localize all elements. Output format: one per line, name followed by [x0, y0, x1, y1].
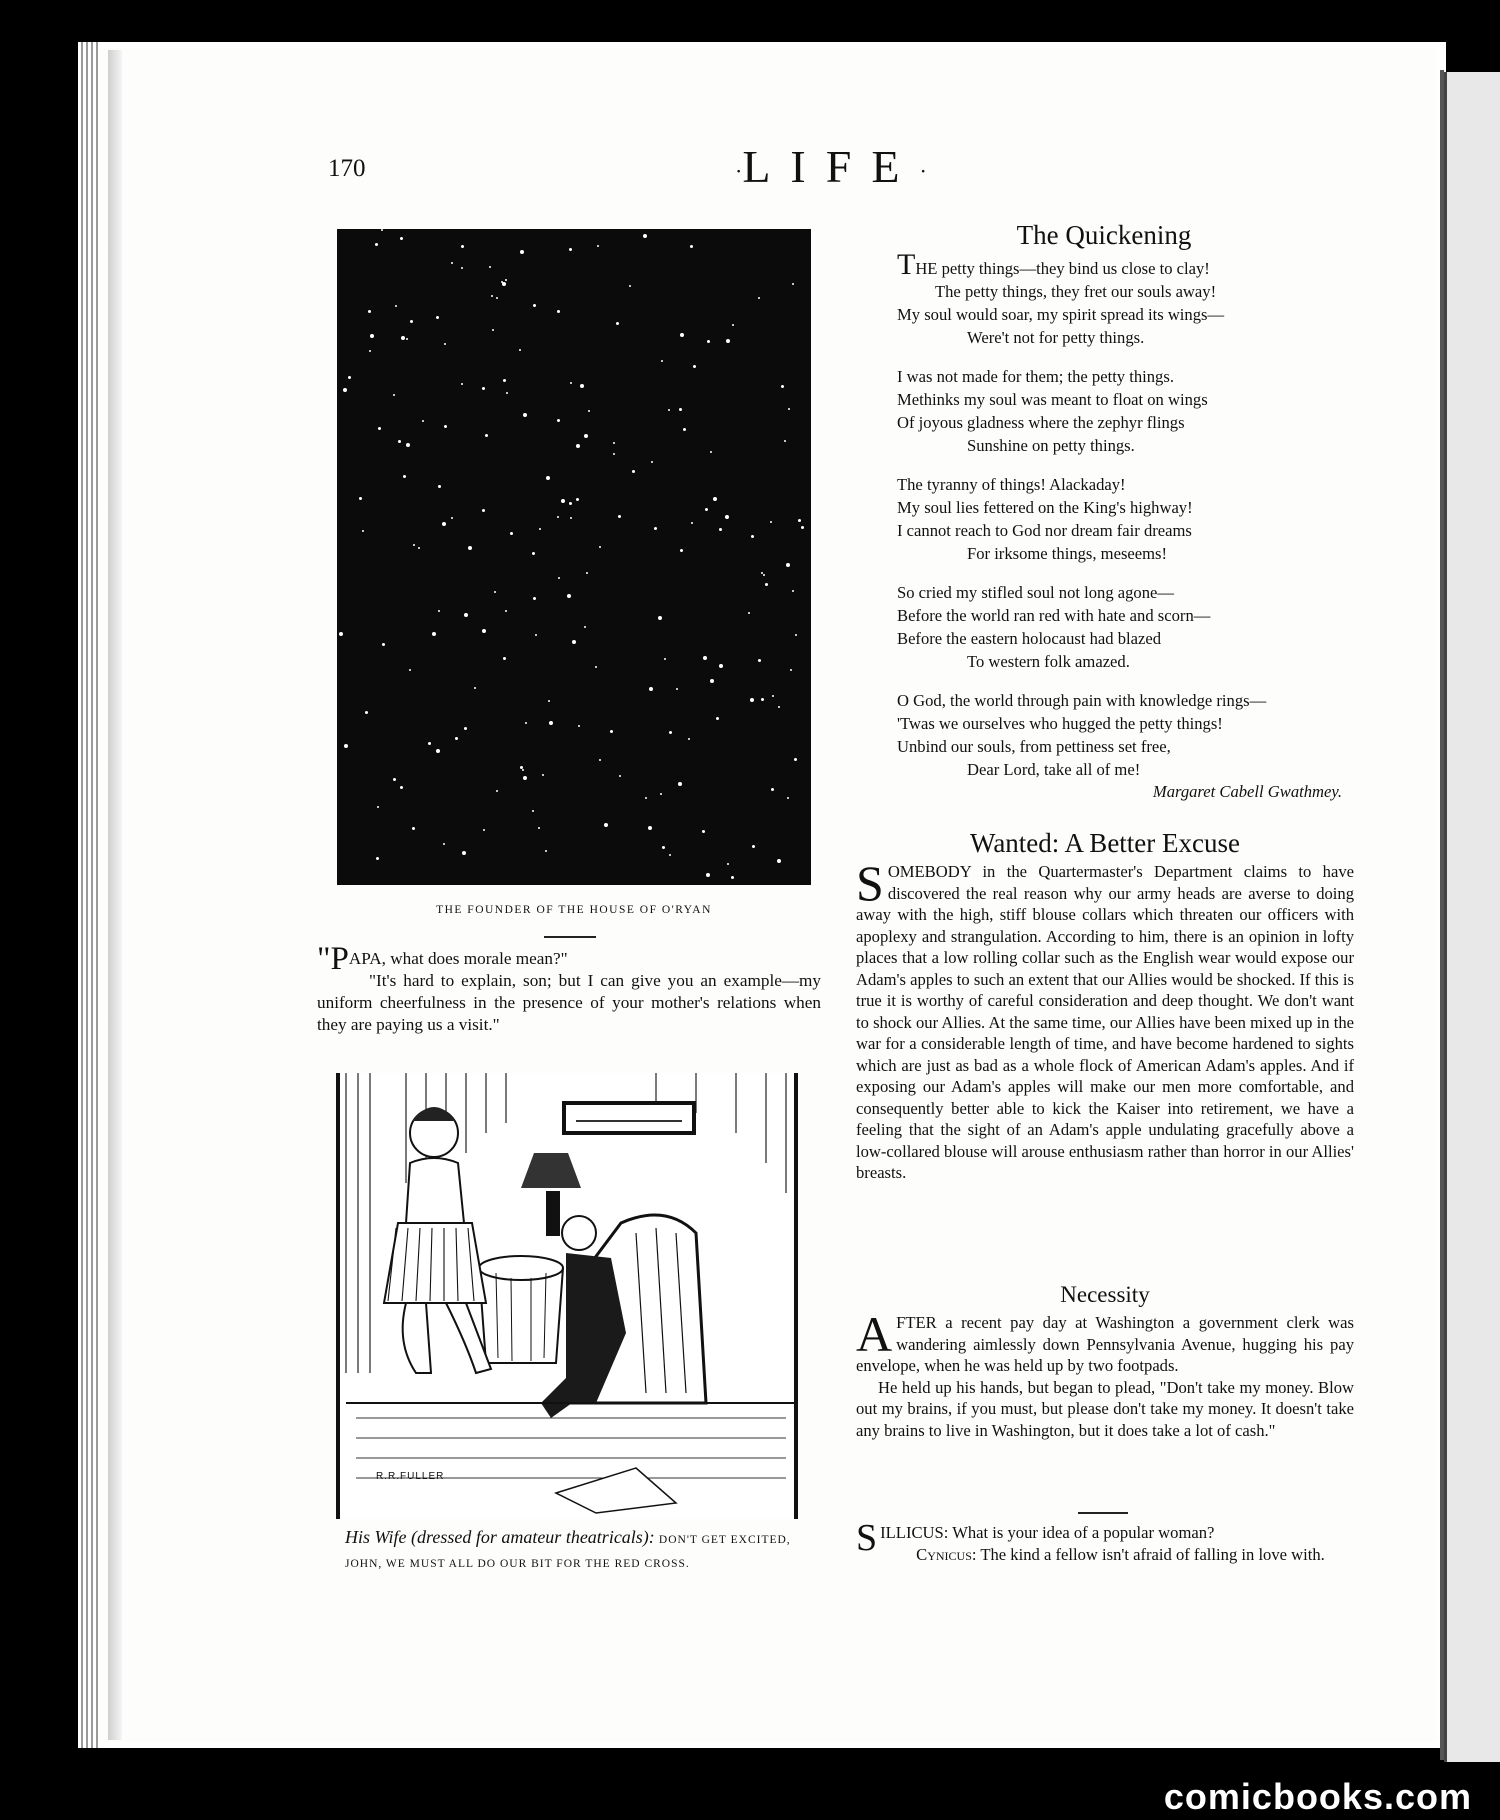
star: [370, 334, 374, 338]
cartoon-caption-intro: His Wife (dressed for amateur theatricals):: [345, 1527, 655, 1547]
star: [505, 610, 507, 612]
star: [710, 679, 714, 683]
star: [584, 434, 588, 438]
poem-title: The Quickening: [1016, 220, 1192, 250]
poem-line: The tyranny of things! Alackaday!: [897, 475, 1126, 494]
star: [362, 530, 364, 532]
star: [719, 664, 723, 668]
star: [523, 413, 527, 417]
star: [525, 722, 527, 724]
star: [707, 340, 710, 343]
star: [422, 420, 424, 422]
star: [643, 234, 647, 238]
star: [339, 632, 343, 636]
star: [731, 876, 734, 879]
star: [502, 282, 506, 286]
star: [651, 461, 653, 463]
poem-stanza: [897, 581, 1354, 673]
star: [569, 502, 572, 505]
necessity-drop-cap: A: [856, 1306, 893, 1362]
star: [632, 470, 635, 473]
star: [505, 279, 507, 281]
star: [578, 725, 580, 727]
star: [649, 687, 653, 691]
cartoon-caption-text: DON'T GET EXCITED, JOHN, WE MUST ALL DO OUR BIT FOR THE RED CROSS.: [345, 1534, 791, 1570]
wanted-drop-cap: S: [856, 855, 884, 911]
cartoon-illustration: [336, 1073, 798, 1519]
star: [522, 769, 524, 771]
star: [462, 851, 466, 855]
poem-line: I was not made for them; the petty things.: [897, 367, 1174, 386]
star: [778, 706, 780, 708]
star: [461, 267, 463, 269]
star: [464, 727, 467, 730]
cartoon-drawing: [336, 1073, 798, 1519]
necessity-title: Necessity: [1060, 1282, 1150, 1307]
star: [751, 535, 754, 538]
star: [752, 845, 755, 848]
section-rule: [544, 936, 596, 938]
star: [377, 806, 379, 808]
page-gutter: [108, 50, 122, 1740]
star: [572, 640, 576, 644]
star: [542, 774, 544, 776]
star: [438, 610, 440, 612]
star: [786, 563, 790, 567]
poem-line: To western folk amazed.: [967, 652, 1130, 671]
star: [400, 786, 403, 789]
star: [382, 643, 385, 646]
joke-question-rest: APA, what does morale mean?": [348, 949, 568, 968]
star: [418, 547, 420, 549]
star: [557, 516, 559, 518]
poem-line: Methinks my soul was meant to float on wings: [897, 390, 1208, 409]
page-edge-line: [91, 42, 93, 1748]
poem-line: Unbind our souls, from pettiness set free,: [897, 737, 1171, 756]
star: [451, 262, 453, 264]
star: [485, 434, 488, 437]
page-number: 170: [328, 155, 366, 182]
star: [680, 333, 684, 337]
star: [532, 810, 534, 812]
wanted-body: SOMEBODY in the Quartermaster's Department claims to have discovered the real reason why our army heads are averse to doing away with the high, stiff blouse collars which threaten our officers with apoplexy and strangulation. According to him, there is an opinion in lofty places that a low rolling collar such as the English wear would expose our Adam's apples to such an extent that our Allies would be shocked. If this is true it is worthy of careful consideration and deep thought. We don't want to shock our Allies. At the same time, our Allies have been mixed up in the war for a considerable length of time, and have become hardened to sights which are just as bad as a whole flock of American Adam's apples. And if exposing our Adam's apples will make our men more comfortable, and consequently better able to kick the Kaiser into retirement, we have a feeling that the sight of an Adam's apple undulating gracefully above a low-collared blouse will arouse enthusiasm rather than horror in our Allies' breasts.: [856, 855, 1354, 1182]
star: [777, 859, 781, 863]
masthead-dot: ·: [735, 158, 743, 184]
star: [691, 522, 693, 524]
poem-stanza: [897, 473, 1354, 565]
star: [678, 782, 682, 786]
star: [557, 310, 560, 313]
poem-line: The petty things, they fret our souls away!: [935, 282, 1217, 301]
star: [376, 857, 379, 860]
star: [546, 476, 550, 480]
star: [428, 742, 431, 745]
star: [381, 229, 383, 231]
necessity-para-1: AFTER a recent pay day at Washington a government clerk was wandering aimlessly down Pennsylvania Avenue, hugging his pay envelope, when he was held up by two footpads.: [856, 1306, 1354, 1375]
star: [750, 698, 754, 702]
poem-line: 'Twas we ourselves who hugged the petty things!: [897, 714, 1223, 733]
star: [395, 305, 397, 307]
star: [406, 338, 408, 340]
star: [393, 394, 395, 396]
star: [758, 659, 761, 662]
dialogue-piece: [856, 1517, 1354, 1565]
star: [348, 376, 351, 379]
star: [491, 295, 493, 297]
star: [570, 382, 572, 384]
star: [693, 365, 696, 368]
star: [557, 419, 560, 422]
star: [576, 498, 579, 501]
star: [580, 384, 584, 388]
star: [727, 863, 729, 865]
star: [732, 324, 734, 326]
star: [532, 552, 535, 555]
star: [548, 700, 550, 702]
star: [520, 250, 524, 254]
star: [690, 245, 693, 248]
star: [618, 515, 621, 518]
star: [770, 521, 772, 523]
star: [413, 544, 415, 546]
poem-line: My soul lies fettered on the King's highway!: [897, 498, 1193, 517]
star: [787, 797, 789, 799]
star: [781, 385, 784, 388]
star: [344, 744, 348, 748]
star: [474, 687, 476, 689]
next-page: [1444, 72, 1500, 1762]
star: [703, 656, 707, 660]
star: [705, 508, 708, 511]
star: [432, 632, 436, 636]
star: [545, 850, 547, 852]
poem-line: Of joyous gladness where the zephyr flings: [897, 413, 1185, 432]
poem-line: So cried my stifled soul not long agone—: [897, 583, 1174, 602]
star: [706, 873, 710, 877]
star: [725, 515, 729, 519]
star: [794, 758, 797, 761]
star: [613, 453, 615, 455]
star: [676, 688, 678, 690]
star: [538, 827, 540, 829]
star: [569, 248, 572, 251]
page-edge-line: [81, 42, 83, 1748]
star: [772, 695, 774, 697]
star: [664, 658, 666, 660]
star: [482, 629, 486, 633]
star: [604, 823, 608, 827]
star: [570, 517, 572, 519]
star: [748, 612, 750, 614]
star: [761, 698, 764, 701]
masthead: [735, 140, 927, 193]
star: [679, 408, 682, 411]
star: [792, 590, 794, 592]
star: [599, 546, 601, 548]
poem-line: I cannot reach to God nor dream fair dreams: [897, 521, 1192, 540]
star: [461, 245, 464, 248]
star: [461, 383, 463, 385]
star: [788, 408, 790, 410]
star: [798, 519, 801, 522]
star: [710, 451, 712, 453]
star: [561, 499, 565, 503]
star: [784, 440, 786, 442]
star: [398, 440, 401, 443]
star: [368, 310, 371, 313]
star: [436, 749, 440, 753]
star: [464, 613, 468, 617]
poem-line: Before the eastern holocaust had blazed: [897, 629, 1162, 648]
star: [658, 616, 662, 620]
star: [403, 475, 406, 478]
star: [619, 775, 621, 777]
poem-line: Dear Lord, take all of me!: [967, 760, 1141, 779]
star: [506, 392, 508, 394]
poem-section: [854, 220, 1354, 803]
star: [503, 379, 506, 382]
star: [595, 666, 597, 668]
starfield-illustration: [337, 229, 811, 885]
star: [533, 597, 536, 600]
star: [576, 444, 580, 448]
star: [406, 443, 410, 447]
star: [662, 846, 665, 849]
star: [801, 526, 804, 529]
star: [444, 343, 446, 345]
joke-text: [317, 941, 821, 1036]
star: [702, 830, 705, 833]
joke-question: "PAPA, what does morale mean?": [317, 941, 568, 977]
star: [713, 497, 717, 501]
star: [765, 583, 768, 586]
speaker-1: ILLICUS: [880, 1523, 944, 1542]
star: [648, 826, 652, 830]
necessity-para-2: He held up his hands, but began to plead, "Don't take my money. Blow out my brains, if you must, but please don't take my money. It doesn't take any brains to live in Washington, but it does take a lot of cash.": [856, 1377, 1354, 1440]
star: [412, 827, 415, 830]
star: [795, 634, 797, 636]
star: [489, 266, 491, 268]
illustration-caption: THE FOUNDER OF THE HOUSE OF O'RYAN: [436, 904, 712, 916]
star: [661, 360, 663, 362]
cartoon-signature: R.R.FULLER: [376, 1471, 445, 1482]
star: [455, 737, 458, 740]
star: [616, 322, 619, 325]
star: [482, 387, 485, 390]
star: [771, 788, 774, 791]
poem-line: O God, the world through pain with knowledge rings—: [897, 691, 1267, 710]
star: [654, 527, 657, 530]
star: [393, 778, 396, 781]
star: [492, 329, 494, 331]
star: [549, 721, 553, 725]
star: [610, 730, 613, 733]
star: [438, 485, 441, 488]
star: [369, 350, 371, 352]
star: [613, 442, 615, 444]
star: [669, 731, 672, 734]
star: [539, 528, 541, 530]
star: [683, 428, 686, 431]
poem-stanza: [897, 248, 1354, 349]
star: [688, 738, 690, 740]
poem-stanza: [897, 365, 1354, 457]
star: [409, 669, 411, 671]
star: [588, 410, 590, 412]
star: [567, 594, 571, 598]
star: [442, 522, 446, 526]
star: [451, 517, 453, 519]
poem-line: Before the world ran red with hate and scorn—: [897, 606, 1211, 625]
poem-line: THE petty things—they bind us close to clay!: [897, 248, 1210, 281]
star: [660, 793, 662, 795]
star: [468, 546, 472, 550]
dialogue-text: SILLICUS: What is your idea of a popular woman? Cynicus: The kind a fellow isn't afraid of falling in love with.: [856, 1517, 1325, 1564]
star: [519, 349, 521, 351]
star: [669, 854, 671, 856]
star: [680, 549, 683, 552]
joke-drop-cap: P: [330, 941, 349, 977]
poem-line: Sunshine on petty things.: [967, 436, 1135, 455]
page-edge-line: [86, 42, 88, 1748]
star: [726, 339, 730, 343]
poem-stanza: [897, 689, 1354, 781]
cartoon-caption: [345, 1527, 795, 1575]
speaker-2: Cynicus: [916, 1544, 972, 1564]
star: [494, 591, 496, 593]
star: [444, 425, 447, 428]
star: [378, 427, 381, 430]
star: [359, 497, 362, 500]
poem-drop-cap: T: [897, 248, 916, 281]
star: [510, 532, 513, 535]
watermark: comicbooks.com: [1163, 1776, 1472, 1817]
wanted-title: Wanted: A Better Excuse: [970, 828, 1240, 858]
star: [668, 409, 670, 411]
star: [410, 320, 413, 323]
star: [599, 759, 601, 761]
star: [629, 285, 631, 287]
star: [716, 717, 719, 720]
poem-body: [854, 248, 1354, 803]
wanted-article: [856, 828, 1354, 1184]
star: [558, 577, 560, 579]
star: [584, 626, 586, 628]
star: [400, 237, 403, 240]
masthead-title: LIFE: [742, 141, 920, 192]
star: [503, 657, 506, 660]
star: [520, 766, 523, 769]
star: [436, 316, 439, 319]
star: [763, 574, 765, 576]
poem-line: For irksome things, meseems!: [967, 544, 1168, 563]
star: [375, 243, 378, 246]
star: [790, 669, 792, 671]
star: [597, 245, 599, 247]
star: [523, 776, 527, 780]
star: [482, 509, 485, 512]
poem-line: Were't not for petty things.: [967, 328, 1145, 347]
star: [401, 336, 405, 340]
dialogue-drop-cap: S: [856, 1517, 878, 1559]
star: [496, 297, 498, 299]
star: [586, 572, 588, 574]
star: [792, 283, 794, 285]
poem-author: Margaret Cabell Gwathmey.: [1152, 782, 1342, 801]
joke-reply: "It's hard to explain, son; but I can give you an example—my uniform cheerfulness in the presence of your mother's relations when they are paying us a visit.": [317, 971, 821, 1034]
star: [483, 829, 485, 831]
section-rule: [1078, 1512, 1128, 1514]
star: [443, 843, 445, 845]
star: [645, 797, 647, 799]
star: [535, 634, 537, 636]
necessity-article: [856, 1282, 1354, 1441]
star: [533, 304, 536, 307]
star: [758, 297, 760, 299]
star: [496, 790, 498, 792]
star: [365, 711, 368, 714]
star: [719, 528, 722, 531]
masthead-dot: ·: [919, 158, 927, 184]
star: [343, 388, 347, 392]
poem-line: My soul would soar, my spirit spread its wings—: [897, 305, 1225, 324]
